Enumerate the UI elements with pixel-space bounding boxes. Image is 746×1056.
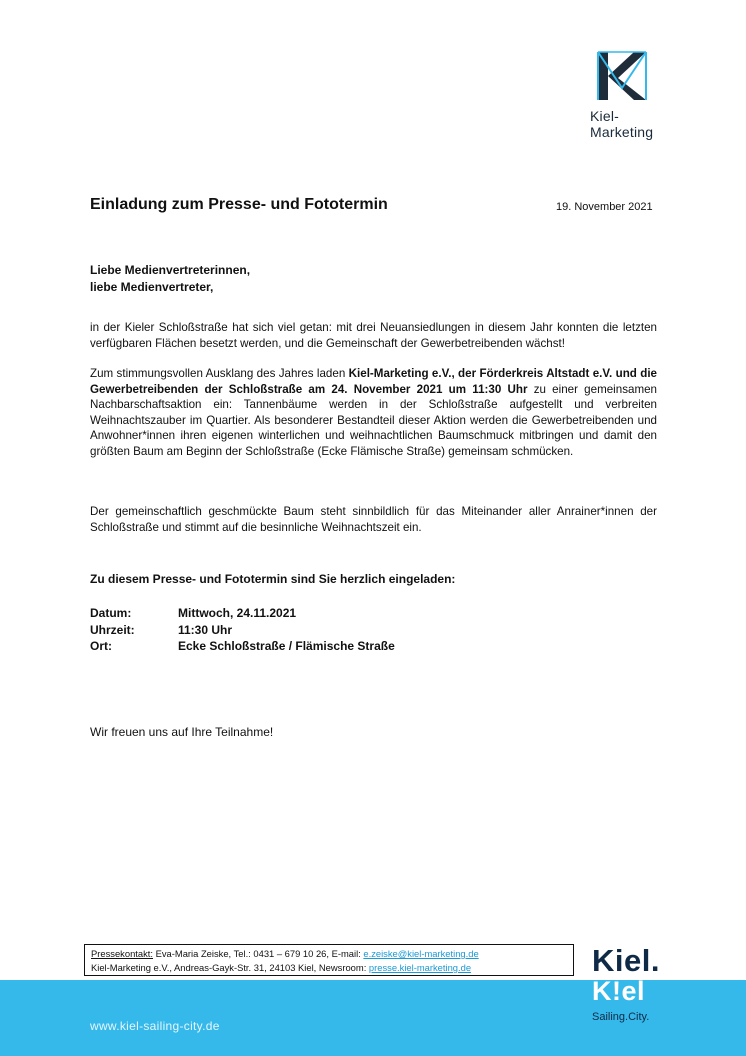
document-title: Einladung zum Presse- und Fototermin <box>90 196 388 213</box>
address-line <box>91 961 567 975</box>
paragraph-2-intro: Zum stimmungsvollen Ausklang des Jahres laden <box>90 367 349 380</box>
brand-kiel-text-2: K!el <box>592 976 646 1006</box>
k-logo-icon <box>594 48 650 104</box>
closing-line: Wir freuen uns auf Ihre Teilnahme! <box>90 725 274 739</box>
detail-value: 11:30 Uhr <box>178 622 233 637</box>
contact-label: Pressekontakt: <box>91 948 154 959</box>
kiel-marketing-logo <box>590 48 682 140</box>
document-date: 19. November 2021 <box>556 201 653 213</box>
contact-line <box>91 947 567 961</box>
contact-text: Eva-Maria Zeiske, Tel.: 0431 – 679 10 26, E-mail: <box>153 948 364 959</box>
greeting-line-2: liebe Medienvertreter, <box>90 280 214 294</box>
newsroom-link[interactable]: presse.kiel-marketing.de <box>368 962 472 973</box>
event-details <box>90 605 395 655</box>
press-contact-box <box>84 944 574 976</box>
website-link[interactable]: www.kiel-sailing-city.de <box>90 1019 220 1033</box>
address-text: Kiel-Marketing e.V., Andreas-Gayk-Str. 31, 24103 Kiel, Newsroom: <box>91 962 369 973</box>
kiel-sailing-city-logo <box>592 943 682 1023</box>
invitation-heading: Zu diesem Presse- und Fototermin sind Sie herzlich eingeladen: <box>90 572 456 586</box>
detail-row-place <box>90 638 395 655</box>
paragraph-3: Der gemeinschaftlich geschmückte Baum steht sinnbildlich für das Miteinander aller Anrainer*innen der Schloßstraße und stimmt auf die besinnliche Weihnachtszeit ein. <box>90 505 657 534</box>
detail-label: Ort: <box>90 639 112 653</box>
detail-value: Mittwoch, 24.11.2021 <box>178 606 297 620</box>
detail-label: Uhrzeit: <box>90 622 135 637</box>
brand-kiel-text: Kiel. <box>592 943 660 978</box>
detail-row-date <box>90 605 395 622</box>
detail-label: Datum: <box>90 606 132 620</box>
greeting <box>90 262 250 296</box>
contact-email-link[interactable]: e.zeiske@kiel-marketing.de <box>363 948 479 959</box>
greeting-line-1: Liebe Medienvertreterinnen, <box>90 263 251 277</box>
paragraph-2-rest: zu einer gemeinsamen Nachbarschaftsaktion ein: Tannenbäume werden in der Schloßstraße aufgestellt und verbreiten Weihnachtszauber im Quartier. Als besonderer Bestandteil dieser Aktion werden die Gewerbetreibenden und Anwohner*innen ihren eigenen winterlichen und weihnachtlichen Baumschmuck mitbringen und damit den größten Baum am Beginn der Schloßstraße (Ecke Flämische Straße) gemeinsam schmücken. <box>90 382 658 458</box>
detail-row-time <box>90 622 395 639</box>
logo-text: Kiel-Marketing <box>590 108 654 140</box>
paragraph-1: in der Kieler Schloßstraße hat sich viel getan: mit drei Neuansiedlungen in diesem Jahr konnten die letzten verfügbaren Flächen besetzt werden, und die Gemeinschaft der Gewerbetreibenden wächst! <box>90 321 657 350</box>
paragraph-2 <box>90 366 657 459</box>
brand-tagline: Sailing.City. <box>592 1011 650 1023</box>
detail-value: Ecke Schloßstraße / Flämische Straße <box>178 639 395 653</box>
paragraph-2-bold: Kiel-Marketing e.V., der Förderkreis Altstadt e.V. und die Gewerbetreibenden der Schloßstraße am 24. November 2021 um 11:30 Uhr <box>90 367 657 396</box>
